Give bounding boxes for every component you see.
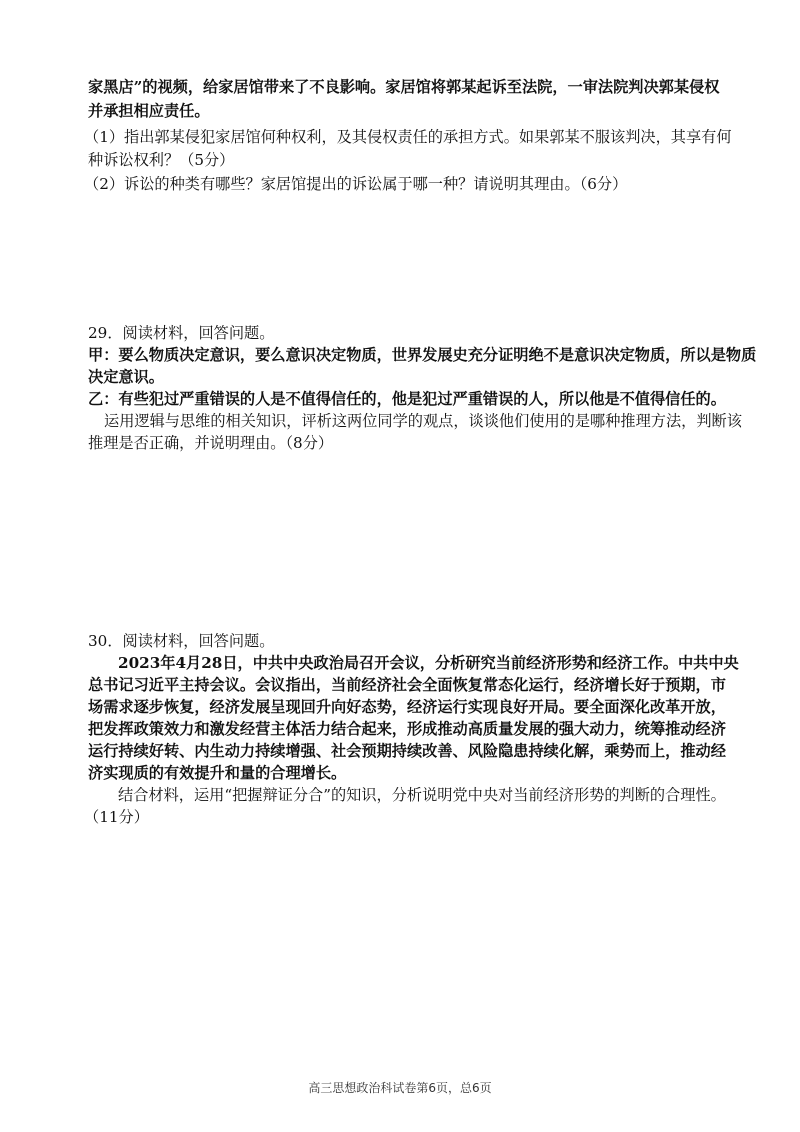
q28-sub-question-2: （2）诉讼的种类有哪些？家居馆提出的诉讼属于哪一种？请说明其理由。（6分） xyxy=(84,175,628,193)
q30-material-line: 场需求逐步恢复，经济发展呈现回升向好态势，经济运行实现良好开局。要全面深化改革开放， xyxy=(88,698,726,716)
q30-material-line: 济实现质的有效提升和量的合理增长。 xyxy=(88,764,347,782)
q30-title: 30．阅读材料，回答问题。 xyxy=(88,632,275,650)
page-footer: 高三思想政治科试卷第6页，总6页 xyxy=(308,1081,492,1095)
q30-question: （11分） xyxy=(84,808,149,826)
q28-sub-question-1: 种诉讼权利？（5分） xyxy=(88,151,235,169)
q29-question: 推理是否正确，并说明理由。（8分） xyxy=(88,434,334,452)
q29-question: 运用逻辑与思维的相关知识，评析这两位同学的观点，谈谈他们使用的是哪种推理方法，判断该 xyxy=(104,412,742,430)
q28-material-line: 并承担相应责任。 xyxy=(88,102,210,120)
q30-material-line: 运行持续好转、内生动力持续增强、社会预期持续改善、风险隐患持续化解，乘势而上，推动经 xyxy=(88,742,726,760)
q30-material-line: 把发挥政策效力和激发经营主体活力结合起来，形成推动高质量发展的强大动力，统筹推动经济 xyxy=(88,720,726,738)
q29-statement-jia: 决定意识。 xyxy=(88,368,164,386)
q29-statement-jia: 甲：要么物质决定意识，要么意识决定物质，世界发展史充分证明绝不是意识决定物质，所以是物质 xyxy=(88,346,757,364)
q29-title: 29．阅读材料，回答问题。 xyxy=(88,324,275,342)
q28-sub-question-1: （1）指出郭某侵犯家居馆何种权利，及其侵权责任的承担方式。如果郭某不服该判决，其享有何 xyxy=(84,128,732,146)
q30-material-line: 2023年4月28日，中共中央政治局召开会议，分析研究当前经济形势和经济工作。中共中央 xyxy=(118,654,739,672)
q29-statement-yi: 乙：有些犯过严重错误的人是不值得信任的，他是犯过严重错误的人，所以他是不值得信任的。 xyxy=(88,390,726,408)
q28-material-line: 家黑店”的视频，给家居馆带来了不良影响。家居馆将郭某起诉至法院，一审法院判决郭某侵权 xyxy=(88,78,720,96)
q30-material-line: 总书记习近平主持会议。会议指出，当前经济社会全面恢复常态化运行，经济增长好于预期，市 xyxy=(88,676,726,694)
q30-question: 结合材料，运用“把握辩证分合”的知识，分析说明党中央对当前经济形势的判断的合理性。 xyxy=(118,786,726,804)
